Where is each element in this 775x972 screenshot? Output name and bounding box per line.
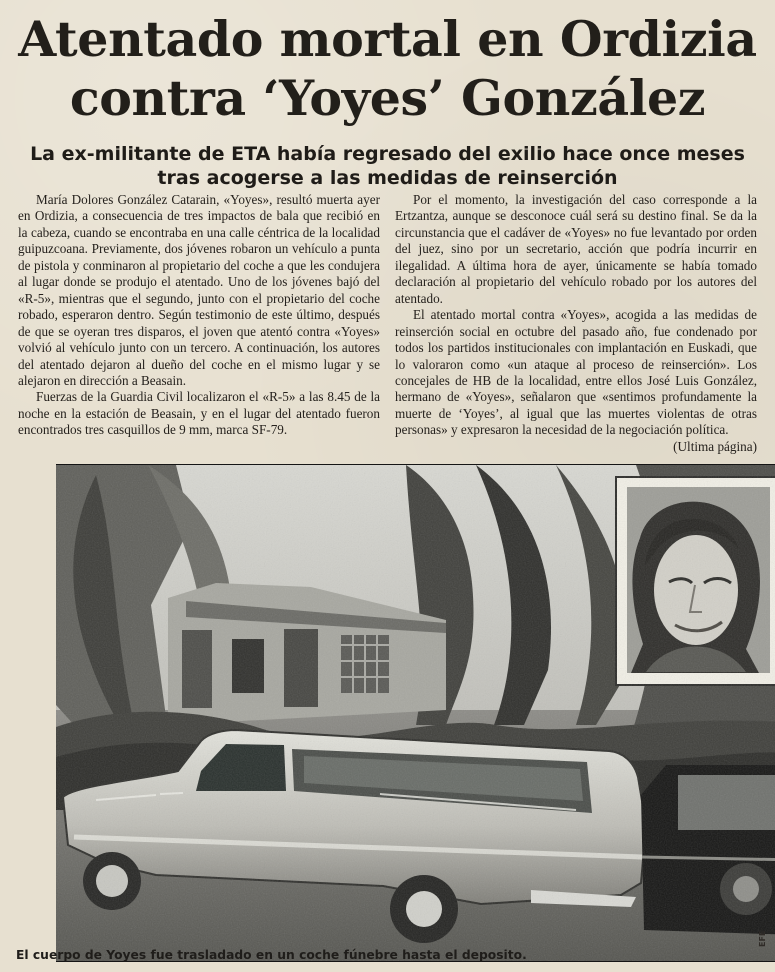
left-paragraph-1: María Dolores González Catarain, «Yoyes», resultó muerta ayer en Ordizia, a consecuencia de tres impactos de bala que recibió en la cabeza, cuando se encontraba en una calle céntrica de la localidad guipuzcoana. Previamente, dos jóvenes robaron un vehículo a punta de pistola y conminaron al propietario del coche a que les condujera al lugar donde se produjo el atentado. Uno de los jóvenes bajó del «R-5», mientras que el segundo, junto con el propietario del coche robado, esperaron dentro. Según testimonio de este último, después de que se oyeran tres disparos, el joven que atentó contra «Yoyes» volvió al vehículo junto con un tercero. A continuación, los autores del atentado dejaron al dueño del coche en el mismo lugar y se alejaron en dirección a Beasain. (18, 192, 380, 388)
hearse-photo (56, 464, 775, 962)
continued-page-reference: (Ultima página) (673, 438, 757, 454)
photo-caption: El cuerpo de Yoyes fue trasladado en un coche fúnebre hasta el deposito. (16, 948, 527, 962)
right-article-column (395, 192, 757, 455)
hearse-photo-icon (56, 465, 775, 961)
right-paragraph-1: Por el momento, la investigación del caso corresponde a la Ertzantza, aunque se desconoce cuál será su destino final. Se da la circunstancia que el cadáver de «Yoyes» no fue levantado por orden del juez, sino por un secretario, acción que podría incurrir en ilegalidad. A última hora de ayer, únicamente se había tomado declaración al propietario del vehículo robado por los autores del atentado. (395, 192, 757, 306)
photo-agency-credit: EFE (758, 930, 767, 948)
headline: Atentado mortal en Ordizia contra ‘Yoyes’ González (18, 10, 757, 127)
right-paragraph-2: El atentado mortal contra «Yoyes», acogida a las medidas de reinserción social en octubre del pasado año, fue condenado por todos los partidos institucionales con implantación en Euskadi, que lo valoraron como «un ataque al proceso de reinserción». Los concejales de HB de la localidad, entre ellos José Luis González, hermano de «Yoyes», señalaron que «sentimos profundamente la muerte de ‘Yoyes’, al igual que las muertes violentas de otras personas» y expresaron la necesidad de la negociación política. (395, 307, 757, 438)
left-article-column (18, 192, 380, 439)
left-paragraph-2: Fuerzas de la Guardia Civil localizaron el «R-5» a las 8.45 de la noche en la estación de Beasain, y en el lugar del atentado fueron encontrados tres casquillos de 9 mm, marca SF-79. (18, 389, 380, 438)
subheadline: La ex-militante de ETA había regresado del exilio hace once meses tras acogerse a las medidas de reinserción (30, 143, 745, 189)
